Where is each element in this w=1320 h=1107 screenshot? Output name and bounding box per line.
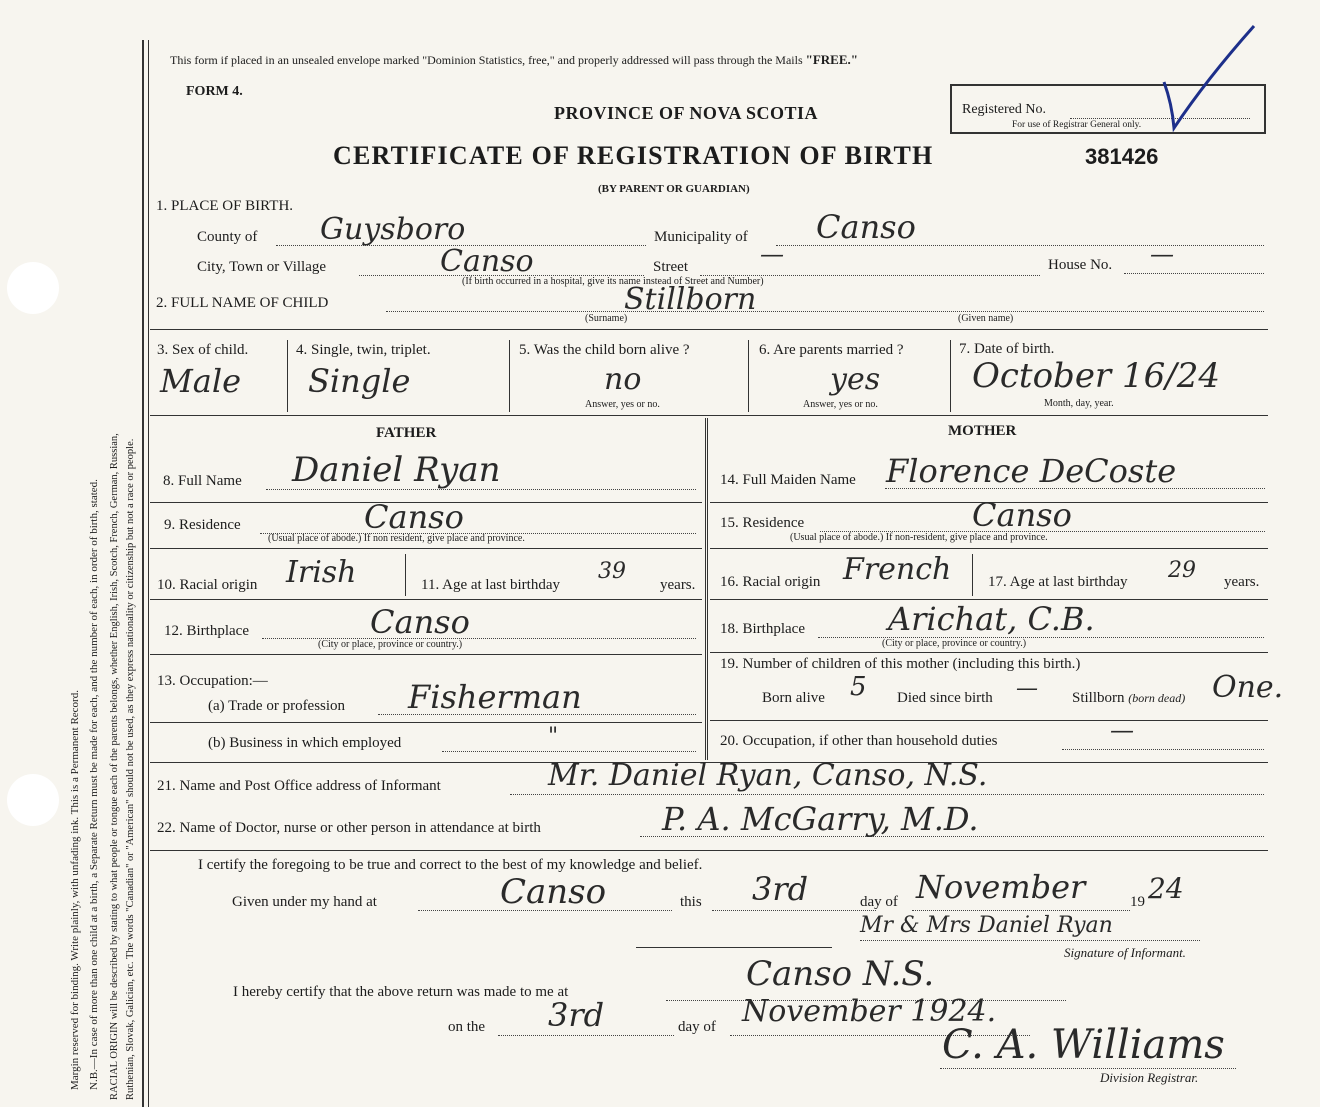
mother-race-value: French: [843, 552, 952, 587]
certificate-subtitle: (BY PARENT OR GUARDIAN): [598, 183, 750, 195]
mother-children-label: 19. Number of children of this mother (including this birth.): [720, 656, 1081, 672]
on-the-label: on the: [448, 1019, 486, 1035]
father-trade-value: Fisherman: [408, 678, 582, 716]
mother-residence-label: 15. Residence: [720, 515, 805, 531]
given-place-value: Canso: [500, 872, 607, 912]
child-name-label: 2. FULL NAME OF CHILD: [156, 295, 329, 311]
registrar-signature: C. A. Williams: [942, 1022, 1225, 1068]
mother-name-value: Florence DeCoste: [886, 452, 1177, 490]
doctor-value: P. A. McGarry, M.D.: [662, 800, 979, 838]
given-day-of-label: day of: [860, 894, 898, 910]
certification-statement: I certify the foregoing to be true and correct to the best of my knowledge and belief.: [198, 857, 703, 873]
certificate-number: 381426: [1085, 144, 1159, 169]
date-of-birth-label: 7. Date of birth.: [959, 341, 1055, 357]
municipality-label: Municipality of: [654, 229, 748, 245]
certificate-title: CERTIFICATE OF REGISTRATION OF BIRTH: [333, 141, 934, 170]
margin-note-binding: Margin reserved for binding. Write plainly, with unfading ink. This is a Permanent Record.: [69, 690, 81, 1090]
informant-value: Mr. Daniel Ryan, Canso, N.S.: [548, 758, 988, 793]
father-residence-label: 9. Residence: [164, 517, 241, 533]
mother-birthplace-label: 18. Birthplace: [720, 621, 805, 637]
father-residence-value: Canso: [364, 498, 464, 536]
check-mark: [1158, 20, 1258, 140]
form-number: FORM 4.: [186, 84, 243, 99]
married-caption: Answer, yes or no.: [803, 399, 878, 410]
born-alive-caption: Answer, yes or no.: [585, 399, 660, 410]
city-value: Canso: [440, 244, 534, 279]
registered-label: Registered No.: [962, 102, 1046, 117]
father-residence-caption: (Usual place of abode.) If non resident, give place and province.: [268, 533, 525, 544]
father-occupation-label: 13. Occupation:—: [157, 673, 268, 689]
house-label: House No.: [1048, 257, 1113, 273]
city-label: City, Town or Village: [197, 259, 327, 275]
father-birthplace-value: Canso: [370, 603, 470, 641]
father-birthplace-caption: (City or place, province or country.): [318, 639, 463, 650]
place-of-birth-label: 1. PLACE OF BIRTH.: [156, 198, 294, 214]
margin-border-inner: [148, 40, 149, 1107]
registrar-note: For use of Registrar General only.: [1012, 120, 1142, 130]
informant-signature: Mr & Mrs Daniel Ryan: [860, 913, 1113, 938]
born-alive-count-value: 5: [850, 672, 867, 702]
born-alive-value: no: [604, 362, 642, 397]
father-age-unit: years.: [660, 577, 696, 593]
father-birthplace-label: 12. Birthplace: [164, 623, 249, 639]
sex-value: Male: [160, 362, 242, 400]
given-name-caption: (Given name): [958, 313, 1014, 324]
year-prefix: 19: [1130, 894, 1145, 910]
sex-label: 3. Sex of child.: [157, 342, 249, 358]
mother-age-unit: years.: [1224, 574, 1260, 590]
return-statement-label: I hereby certify that the above return was made to me at: [233, 984, 569, 1000]
county-label: County of: [197, 229, 258, 245]
mother-birthplace-value: Arichat, C.B.: [888, 600, 1095, 638]
mail-notice: This form if placed in an unsealed envelope marked "Dominion Statistics, free," and properly addressed will pass through the Mails "FREE.": [170, 52, 858, 67]
stillborn-label: Stillborn: [1072, 690, 1125, 706]
stillborn-count-value: One.: [1212, 670, 1284, 705]
informant-label: 21. Name and Post Office address of Informant: [157, 778, 441, 794]
mother-birthplace-caption: (City or place, province or country.): [882, 638, 1027, 649]
house-value: —: [1150, 240, 1174, 268]
father-age-value: 39: [598, 559, 626, 584]
municipality-value: Canso: [816, 208, 916, 246]
this-label: this: [680, 894, 702, 910]
mother-occupation-label: 20. Occupation, if other than household duties: [720, 733, 998, 749]
date-of-birth-caption: Month, day, year.: [1044, 398, 1114, 409]
stillborn-note: (born dead): [1128, 691, 1186, 705]
father-trade-label: (a) Trade or profession: [208, 698, 346, 714]
check-mark-icon: [1158, 20, 1258, 135]
born-alive-label: 5. Was the child born alive ?: [519, 342, 690, 358]
plurality-label: 4. Single, twin, triplet.: [296, 342, 431, 358]
married-label: 6. Are parents married ?: [759, 342, 904, 358]
plurality-value: Single: [308, 362, 411, 400]
mother-occupation-value: —: [1110, 716, 1134, 744]
binding-hole-bottom: [7, 774, 59, 826]
date-of-birth-value: October 16/24: [972, 356, 1220, 396]
registrar-caption: Division Registrar.: [1100, 1070, 1199, 1085]
given-under-hand-label: Given under my hand at: [232, 894, 377, 910]
father-name-label: 8. Full Name: [163, 473, 242, 489]
street-label: Street: [653, 259, 688, 275]
born-alive-count-label: Born alive: [762, 690, 825, 706]
return-place-value: Canso N.S.: [746, 954, 935, 994]
father-business-label: (b) Business in which employed: [208, 735, 402, 751]
margin-note-racial-origin: RACIAL ORIGIN will be described by stating to what people or tongue each of the parents belongs, whether English, Irish, Scotch, French, German, Russian,: [109, 433, 120, 1100]
county-value: Guysboro: [320, 212, 466, 247]
mother-age-value: 29: [1168, 558, 1196, 583]
mother-race-label: 16. Racial origin: [720, 574, 821, 590]
province-heading: PROVINCE OF NOVA SCOTIA: [554, 103, 819, 123]
given-year-value: 24: [1148, 872, 1184, 905]
married-value: yes: [830, 362, 881, 397]
margin-note-multiple-births: N.B.—In case of more than one child at a birth, a Separate Return must be made for each, and the number of each, in order of birth, stated.: [88, 479, 100, 1090]
margin-border: [142, 40, 144, 1107]
return-month-value: November 1924.: [742, 994, 997, 1029]
mother-residence-value: Canso: [972, 496, 1072, 534]
given-day-value: 3rd: [752, 870, 809, 908]
doctor-label: 22. Name of Doctor, nurse or other person in attendance at birth: [157, 820, 541, 836]
father-race-label: 10. Racial origin: [157, 577, 258, 593]
died-since-birth-label: Died since birth: [897, 690, 993, 706]
given-month-value: November: [916, 868, 1086, 906]
father-age-label: 11. Age at last birthday: [421, 577, 560, 593]
return-day-of-label: day of: [678, 1019, 716, 1035]
father-business-value: ": [548, 724, 559, 749]
mother-age-label: 17. Age at last birthday: [988, 574, 1128, 590]
child-name-value: Stillborn: [624, 282, 757, 317]
return-day-value: 3rd: [548, 996, 605, 1034]
mother-residence-caption: (Usual place of abode.) If non-resident, give place and province.: [790, 532, 1048, 543]
margin-note-racial-origin-2: Ruthenian, Slovak, Galician, etc. The words "Canadian" or "American" should not be used, as they express nationality or citizenship but not a race or people.: [125, 438, 136, 1100]
street-value: —: [760, 240, 784, 268]
father-heading: FATHER: [376, 425, 437, 441]
binding-hole-top: [7, 262, 59, 314]
surname-caption: (Surname): [585, 313, 628, 324]
stillborn-count-label: [1072, 690, 1185, 707]
father-name-value: Daniel Ryan: [292, 450, 501, 490]
mother-heading: MOTHER: [948, 423, 1017, 439]
father-race-value: Irish: [286, 555, 357, 590]
mother-name-label: 14. Full Maiden Name: [720, 472, 856, 488]
hospital-note: (If birth occurred in a hospital, give its name instead of Street and Number): [462, 276, 764, 287]
informant-signature-caption: Signature of Informant.: [1064, 945, 1186, 960]
died-since-birth-value: —: [1016, 676, 1038, 701]
